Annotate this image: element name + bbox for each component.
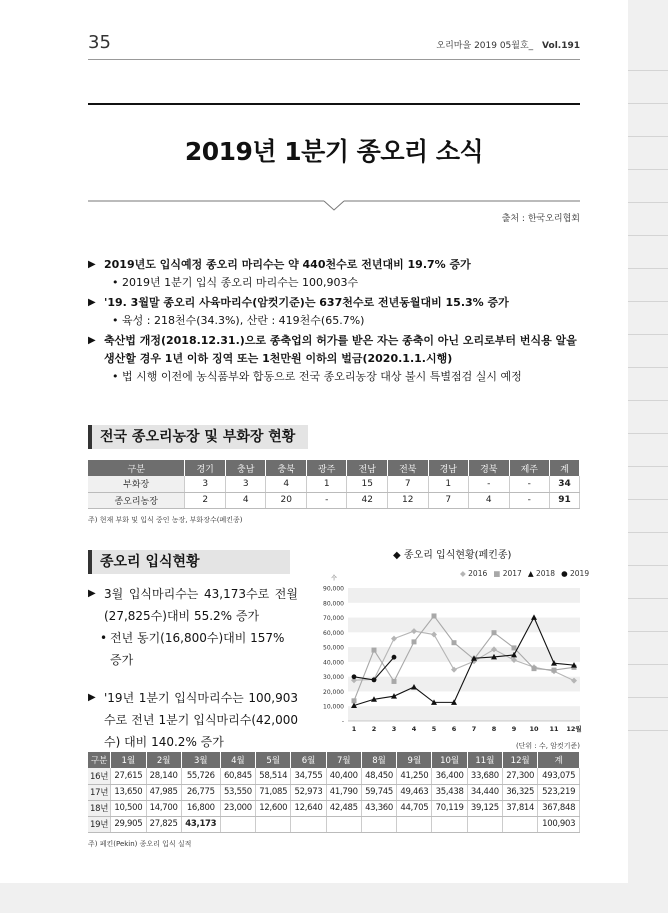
- x-tick-label: 9: [511, 725, 517, 733]
- table-cell: [326, 816, 361, 832]
- stocking-summary: [88, 583, 298, 753]
- column-header: 12월: [503, 752, 538, 768]
- column-header: 구분: [88, 460, 185, 476]
- table-cell: 4: [225, 492, 266, 508]
- table-cell: 10,500: [111, 800, 146, 816]
- table-cell: 1: [428, 476, 469, 492]
- table-cell: 52,973: [291, 784, 326, 800]
- circle-icon: ●: [561, 569, 571, 578]
- column-header: 3월: [181, 752, 220, 768]
- table-cell: 367,848: [538, 800, 580, 816]
- column-header: 구분: [88, 752, 111, 768]
- table-cell: 종오리농장: [88, 492, 185, 508]
- y-tick-label: 90,000: [323, 585, 344, 593]
- table-header-row: [88, 460, 580, 476]
- bullet-item: [88, 294, 588, 330]
- table-cell: 27,825: [146, 816, 181, 832]
- data-point-2017: [372, 648, 377, 653]
- chart-band: [348, 588, 580, 603]
- table-cell: 71,085: [256, 784, 291, 800]
- table-cell: 19년: [88, 816, 111, 832]
- table-cell: [503, 816, 538, 832]
- table-cell: -: [306, 492, 347, 508]
- data-point-2016: [391, 636, 397, 642]
- chart-band: [348, 706, 580, 721]
- source-label: 출처 : 한국오리협회: [501, 214, 580, 224]
- table-cell: 41,790: [326, 784, 361, 800]
- table-cell: 14,700: [146, 800, 181, 816]
- x-tick-label: 1: [351, 725, 357, 733]
- monthly-stocking-table: [88, 752, 580, 833]
- table-row: [88, 784, 580, 800]
- table-cell: 48,450: [361, 768, 396, 784]
- table-cell: 18년: [88, 800, 111, 816]
- table-cell: 13,650: [111, 784, 146, 800]
- data-point-2016: [431, 632, 437, 638]
- data-point-2017: [412, 639, 417, 644]
- arrow-icon: ▶: [88, 335, 96, 346]
- column-header: 4월: [220, 752, 255, 768]
- table-cell: 7: [428, 492, 469, 508]
- page-header: [88, 32, 580, 62]
- table-cell: 12,640: [291, 800, 326, 816]
- column-header: 1월: [111, 752, 146, 768]
- farm-status-table: [88, 460, 580, 509]
- x-tick-label: 10: [529, 725, 539, 733]
- table-cell: 43,360: [361, 800, 396, 816]
- table-cell: 47,985: [146, 784, 181, 800]
- table-cell: 39,125: [467, 800, 502, 816]
- column-header: 6월: [291, 752, 326, 768]
- table-cell: 493,075: [538, 768, 580, 784]
- bullet-main: 2019년도 입식예정 종오리 마리수는 약 440천수로 전년대비 19.7% 증가: [104, 258, 471, 271]
- column-header: 경남: [428, 460, 469, 476]
- table-cell: 35,438: [432, 784, 467, 800]
- table-cell: 부화장: [88, 476, 185, 492]
- table-body: [88, 768, 580, 832]
- column-header: 충남: [225, 460, 266, 476]
- table-cell: 29,905: [111, 816, 146, 832]
- column-header: 2월: [146, 752, 181, 768]
- bullet-sub: • 법 시행 이전에 농식품부와 합동으로 전국 종오리농장 대상 불시 특별점검 실시 예정: [104, 368, 588, 386]
- table-cell: 70,119: [432, 800, 467, 816]
- data-point-2017: [492, 630, 497, 635]
- table-cell: 20: [266, 492, 307, 508]
- table-cell: 3: [225, 476, 266, 492]
- page-edge: [628, 0, 668, 913]
- arrow-icon: ▶: [88, 588, 96, 599]
- table-cell: [397, 816, 432, 832]
- data-point-2017: [452, 640, 457, 645]
- table-cell: 7: [388, 476, 429, 492]
- table-cell: [432, 816, 467, 832]
- table-cell: 42: [347, 492, 388, 508]
- magazine-info: [436, 38, 580, 51]
- table-row: [88, 492, 580, 508]
- y-tick-label: -: [341, 718, 344, 726]
- summary-bullets: [88, 256, 588, 388]
- table-cell: [220, 816, 255, 832]
- legend-label: 2016: [468, 569, 488, 578]
- table-cell: 100,903: [538, 816, 580, 832]
- table-cell: 2: [185, 492, 226, 508]
- y-tick-label: 40,000: [323, 659, 344, 667]
- table-header-row: [88, 752, 580, 768]
- section-title-farms: 전국 종오리농장 및 부화장 현황: [88, 425, 308, 449]
- chart-title: ◆ 종오리 입식현황(페킨종): [393, 550, 512, 561]
- arrow-icon: ▶: [88, 259, 96, 270]
- arrow-icon: ▶: [88, 297, 96, 308]
- table-cell: 49,463: [397, 784, 432, 800]
- table-cell: 33,680: [467, 768, 502, 784]
- table-cell: -: [469, 476, 510, 492]
- table-cell: 523,219: [538, 784, 580, 800]
- y-tick-label: 10,000: [323, 703, 344, 711]
- header-divider: [88, 59, 580, 60]
- table-cell: -: [509, 492, 550, 508]
- data-point-2017: [392, 679, 397, 684]
- data-point-2017: [512, 645, 517, 650]
- x-tick-label: 2: [371, 725, 377, 733]
- column-header: 전북: [388, 460, 429, 476]
- unit-label: (단위 : 수, 암컷기준): [515, 742, 580, 750]
- table-cell: 27,615: [111, 768, 146, 784]
- column-header: 9월: [397, 752, 432, 768]
- data-point-2017: [552, 668, 557, 673]
- chart-band: [348, 647, 580, 662]
- legend-label: 2019: [570, 569, 590, 578]
- table-row: [88, 476, 580, 492]
- bullet-main: '19. 3월말 종오리 사육마리수(암컷기준)는 637천수로 전년동월대비 15.3% 증가: [104, 296, 509, 309]
- x-tick-label: 8: [491, 725, 497, 733]
- table-note: 주) 페킨(Pekin) 종오리 입식 실적: [88, 840, 192, 848]
- bullet-sub: • 2019년 1분기 입식 종오리 마리수는 100,903수: [104, 274, 588, 292]
- column-header: 제주: [509, 460, 550, 476]
- column-header: 계: [538, 752, 580, 768]
- column-header: 8월: [361, 752, 396, 768]
- y-tick-label: 50,000: [323, 644, 344, 652]
- y-tick-label: 60,000: [323, 629, 344, 637]
- table-cell: 34: [550, 476, 580, 492]
- table-cell: 42,485: [326, 800, 361, 816]
- table-row: [88, 768, 580, 784]
- table-cell: 3: [185, 476, 226, 492]
- bullet-item: [88, 332, 588, 386]
- table-cell: 43,173: [181, 816, 220, 832]
- summary-text: 3월 입식마리수는 43,173수로 전월(27,825수)대비 55.2% 증가: [104, 587, 298, 623]
- table-cell: 53,550: [220, 784, 255, 800]
- table-cell: 4: [469, 492, 510, 508]
- table-cell: [291, 816, 326, 832]
- data-point-2017: [532, 666, 537, 671]
- column-header: 경기: [185, 460, 226, 476]
- x-tick-label: 4: [411, 725, 417, 733]
- table-cell: 17년: [88, 784, 111, 800]
- data-point-2016: [451, 667, 457, 673]
- table-cell: 40,400: [326, 768, 361, 784]
- page-bottom-margin: [0, 883, 668, 913]
- table-cell: 16년: [88, 768, 111, 784]
- table-cell: 12,600: [256, 800, 291, 816]
- table-cell: 36,400: [432, 768, 467, 784]
- data-point-2018: [391, 693, 397, 699]
- data-point-2017: [432, 613, 437, 618]
- table-cell: 26,775: [181, 784, 220, 800]
- data-point-2018: [531, 614, 537, 620]
- table-cell: 4: [266, 476, 307, 492]
- chart-band: [348, 677, 580, 692]
- table-body: [88, 476, 580, 508]
- table-cell: 60,845: [220, 768, 255, 784]
- table-cell: 58,514: [256, 768, 291, 784]
- x-tick-label: 7: [471, 725, 477, 733]
- table-cell: 1: [306, 476, 347, 492]
- column-header: 5월: [256, 752, 291, 768]
- chart-band: [348, 618, 580, 633]
- y-tick-label: 80,000: [323, 600, 344, 608]
- page-number: 35: [88, 32, 111, 53]
- table-cell: 27,300: [503, 768, 538, 784]
- table-cell: 55,726: [181, 768, 220, 784]
- y-axis-label: 수: [331, 575, 337, 582]
- square-icon: ■: [493, 569, 503, 578]
- legend-label: 2018: [535, 569, 556, 578]
- legend-label: 2017: [502, 569, 522, 578]
- y-tick-label: 30,000: [323, 674, 344, 682]
- volume-label: Vol.191: [542, 41, 580, 51]
- column-header: 7월: [326, 752, 361, 768]
- table-cell: [361, 816, 396, 832]
- column-header: 10월: [432, 752, 467, 768]
- bullet-main: 축산법 개정(2018.12.31.)으로 종축업의 허가를 받은 자는 종축이 아닌 오리로부터 번식용 알을 생산할 경우 1년 이하 징역 또는 1천만원 이하의 벌금(2020.1.1.시행): [104, 334, 577, 365]
- stocking-line-chart: [308, 570, 588, 738]
- column-header: 충북: [266, 460, 307, 476]
- column-header: 광주: [306, 460, 347, 476]
- table-cell: 41,250: [397, 768, 432, 784]
- y-tick-label: 20,000: [323, 688, 344, 696]
- summary-text: '19년 1분기 입식마리수는 100,903수로 전년 1분기 입식마리수(42,000수) 대비 140.2% 증가: [104, 691, 298, 749]
- column-header: 11월: [467, 752, 502, 768]
- table-cell: [467, 816, 502, 832]
- magazine-name: 오리마을: [436, 41, 472, 51]
- table-cell: 44,705: [397, 800, 432, 816]
- table-cell: 91: [550, 492, 580, 508]
- summary-sub: • 전년 동기(16,800수)대비 157% 증가: [88, 627, 298, 671]
- table-cell: -: [509, 476, 550, 492]
- table-cell: 23,000: [220, 800, 255, 816]
- y-tick-label: 70,000: [323, 615, 344, 623]
- bullet-item: [88, 256, 588, 292]
- x-tick-label: 11: [549, 725, 559, 733]
- table-cell: 28,140: [146, 768, 181, 784]
- table-cell: 59,745: [361, 784, 396, 800]
- summary-paragraph: [88, 583, 298, 627]
- x-tick-label: 6: [451, 725, 457, 733]
- data-point-2019: [372, 677, 377, 682]
- table-cell: 12: [388, 492, 429, 508]
- page-edge-lines: [628, 70, 668, 750]
- bullet-sub: • 육성 : 218천수(34.3%), 산란 : 419천수(65.7%): [104, 312, 588, 330]
- table-cell: 37,814: [503, 800, 538, 816]
- table-cell: 34,755: [291, 768, 326, 784]
- triangle-icon: ▲: [527, 569, 536, 578]
- table-row: [88, 800, 580, 816]
- x-tick-label: 3: [391, 725, 397, 733]
- data-point-2019: [392, 655, 397, 660]
- diamond-icon: ◆: [460, 569, 469, 578]
- table-cell: 16,800: [181, 800, 220, 816]
- x-tick-label: 12월: [566, 725, 582, 733]
- column-header: 전남: [347, 460, 388, 476]
- x-tick-label: 5: [431, 725, 437, 733]
- column-header: 경북: [469, 460, 510, 476]
- title-top-rule: [88, 103, 580, 105]
- table-cell: 36,325: [503, 784, 538, 800]
- section-title-stocking: 종오리 입식현황: [88, 550, 290, 574]
- issue-label: 2019 05월호_: [474, 41, 534, 51]
- summary-paragraph: [88, 687, 298, 753]
- table-cell: 15: [347, 476, 388, 492]
- arrow-icon: ▶: [88, 692, 96, 703]
- column-header: 계: [550, 460, 580, 476]
- table-cell: 34,440: [467, 784, 502, 800]
- table-note: 주) 현재 부화 및 입식 중인 농장, 부화장수(폐킨종): [88, 516, 243, 524]
- table-row: [88, 816, 580, 832]
- data-point-2019: [352, 674, 357, 679]
- table-cell: [256, 816, 291, 832]
- page-title: 2019년 1분기 종오리 소식: [184, 137, 484, 166]
